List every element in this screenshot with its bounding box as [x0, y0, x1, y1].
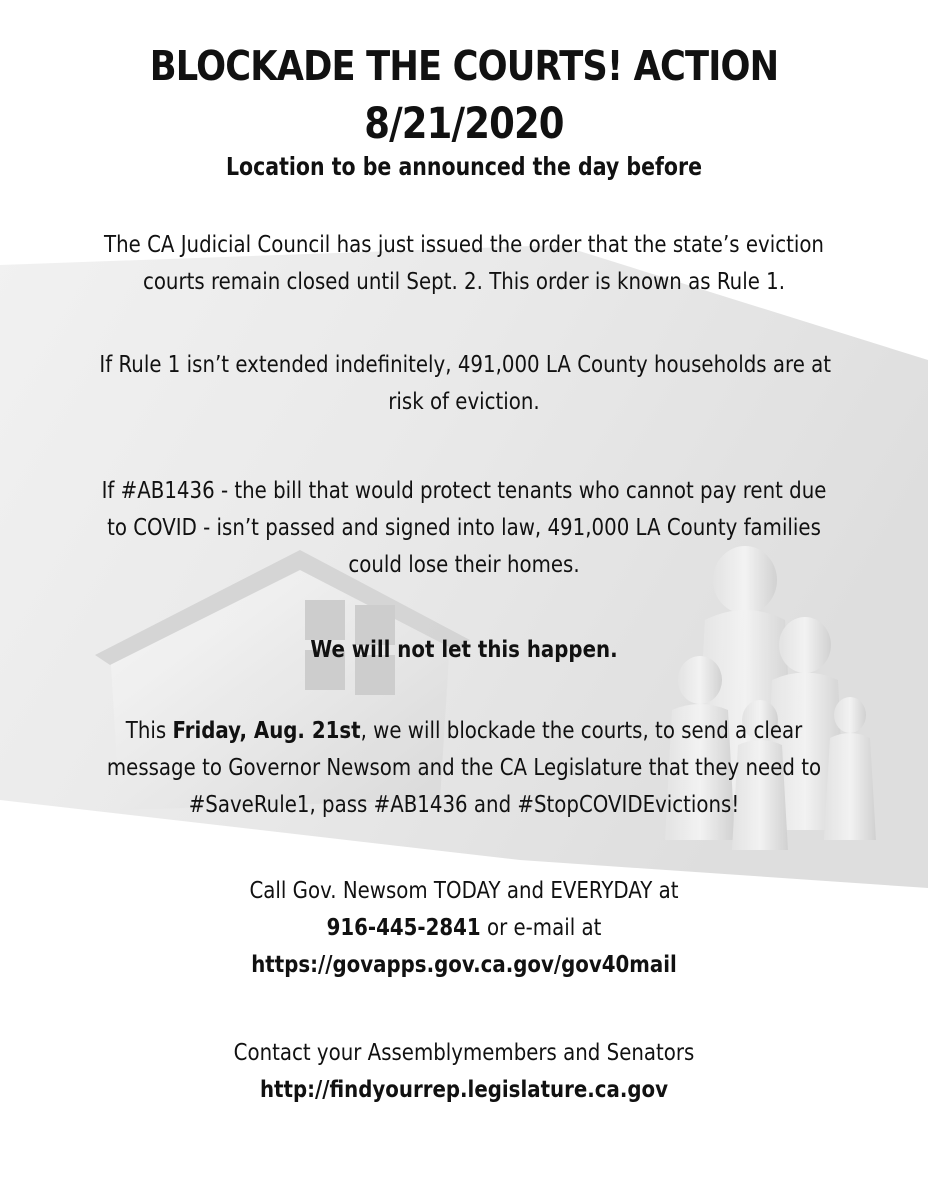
rallying-statement: We will not let this happen. — [310, 637, 618, 663]
para-text: or e-mail at — [480, 915, 602, 941]
call-governor-paragraph — [99, 873, 828, 984]
flyer-title: BLOCKADE THE COURTS! ACTION — [149, 42, 779, 90]
para-line: If #AB1436 - the bill that would protect tenants who cannot pay rent due — [101, 478, 827, 504]
para-line: courts remain closed until Sept. 2. This order is known as Rule 1. — [142, 269, 786, 295]
governor-phone: 916-445-2841 — [326, 915, 481, 941]
judicial-council-paragraph — [99, 227, 828, 301]
para-line — [99, 910, 828, 947]
para-line: Contact your Assemblymembers and Senators — [233, 1040, 695, 1066]
blockade-paragraph — [99, 713, 828, 824]
para-text: , we will blockade the courts, to send a clear — [360, 718, 803, 744]
para-line: message to Governor Newsom and the CA Legislature that they need to — [106, 755, 822, 781]
para-line: Call Gov. Newsom TODAY and EVERYDAY at — [249, 878, 679, 904]
para-line: could lose their homes. — [348, 552, 580, 578]
ab1436-paragraph — [99, 473, 828, 584]
para-text: This — [125, 718, 173, 744]
flyer-date: 8/21/2020 — [364, 99, 564, 149]
hashtags-line: #SaveRule1, pass #AB1436 and #StopCOVIDEvictions! — [188, 792, 740, 818]
para-line: to COVID - isn’t passed and signed into law, 491,000 LA County families — [107, 515, 821, 541]
para-line: The CA Judicial Council has just issued the order that the state’s eviction — [104, 232, 824, 258]
find-rep-link: http://findyourrep.legislature.ca.gov — [259, 1077, 669, 1103]
rule1-paragraph — [99, 347, 832, 421]
para-line: risk of eviction. — [388, 389, 540, 415]
para-line — [99, 713, 828, 750]
location-note: Location to be announced the day before — [225, 152, 703, 181]
event-date-highlight: Friday, Aug. 21st — [172, 718, 361, 744]
governor-email-link: https://govapps.gov.ca.gov/gov40mail — [251, 952, 677, 978]
para-line: If Rule 1 isn’t extended indefinitely, 491,000 LA County households are at — [99, 352, 832, 378]
contact-reps-paragraph — [99, 1035, 828, 1109]
